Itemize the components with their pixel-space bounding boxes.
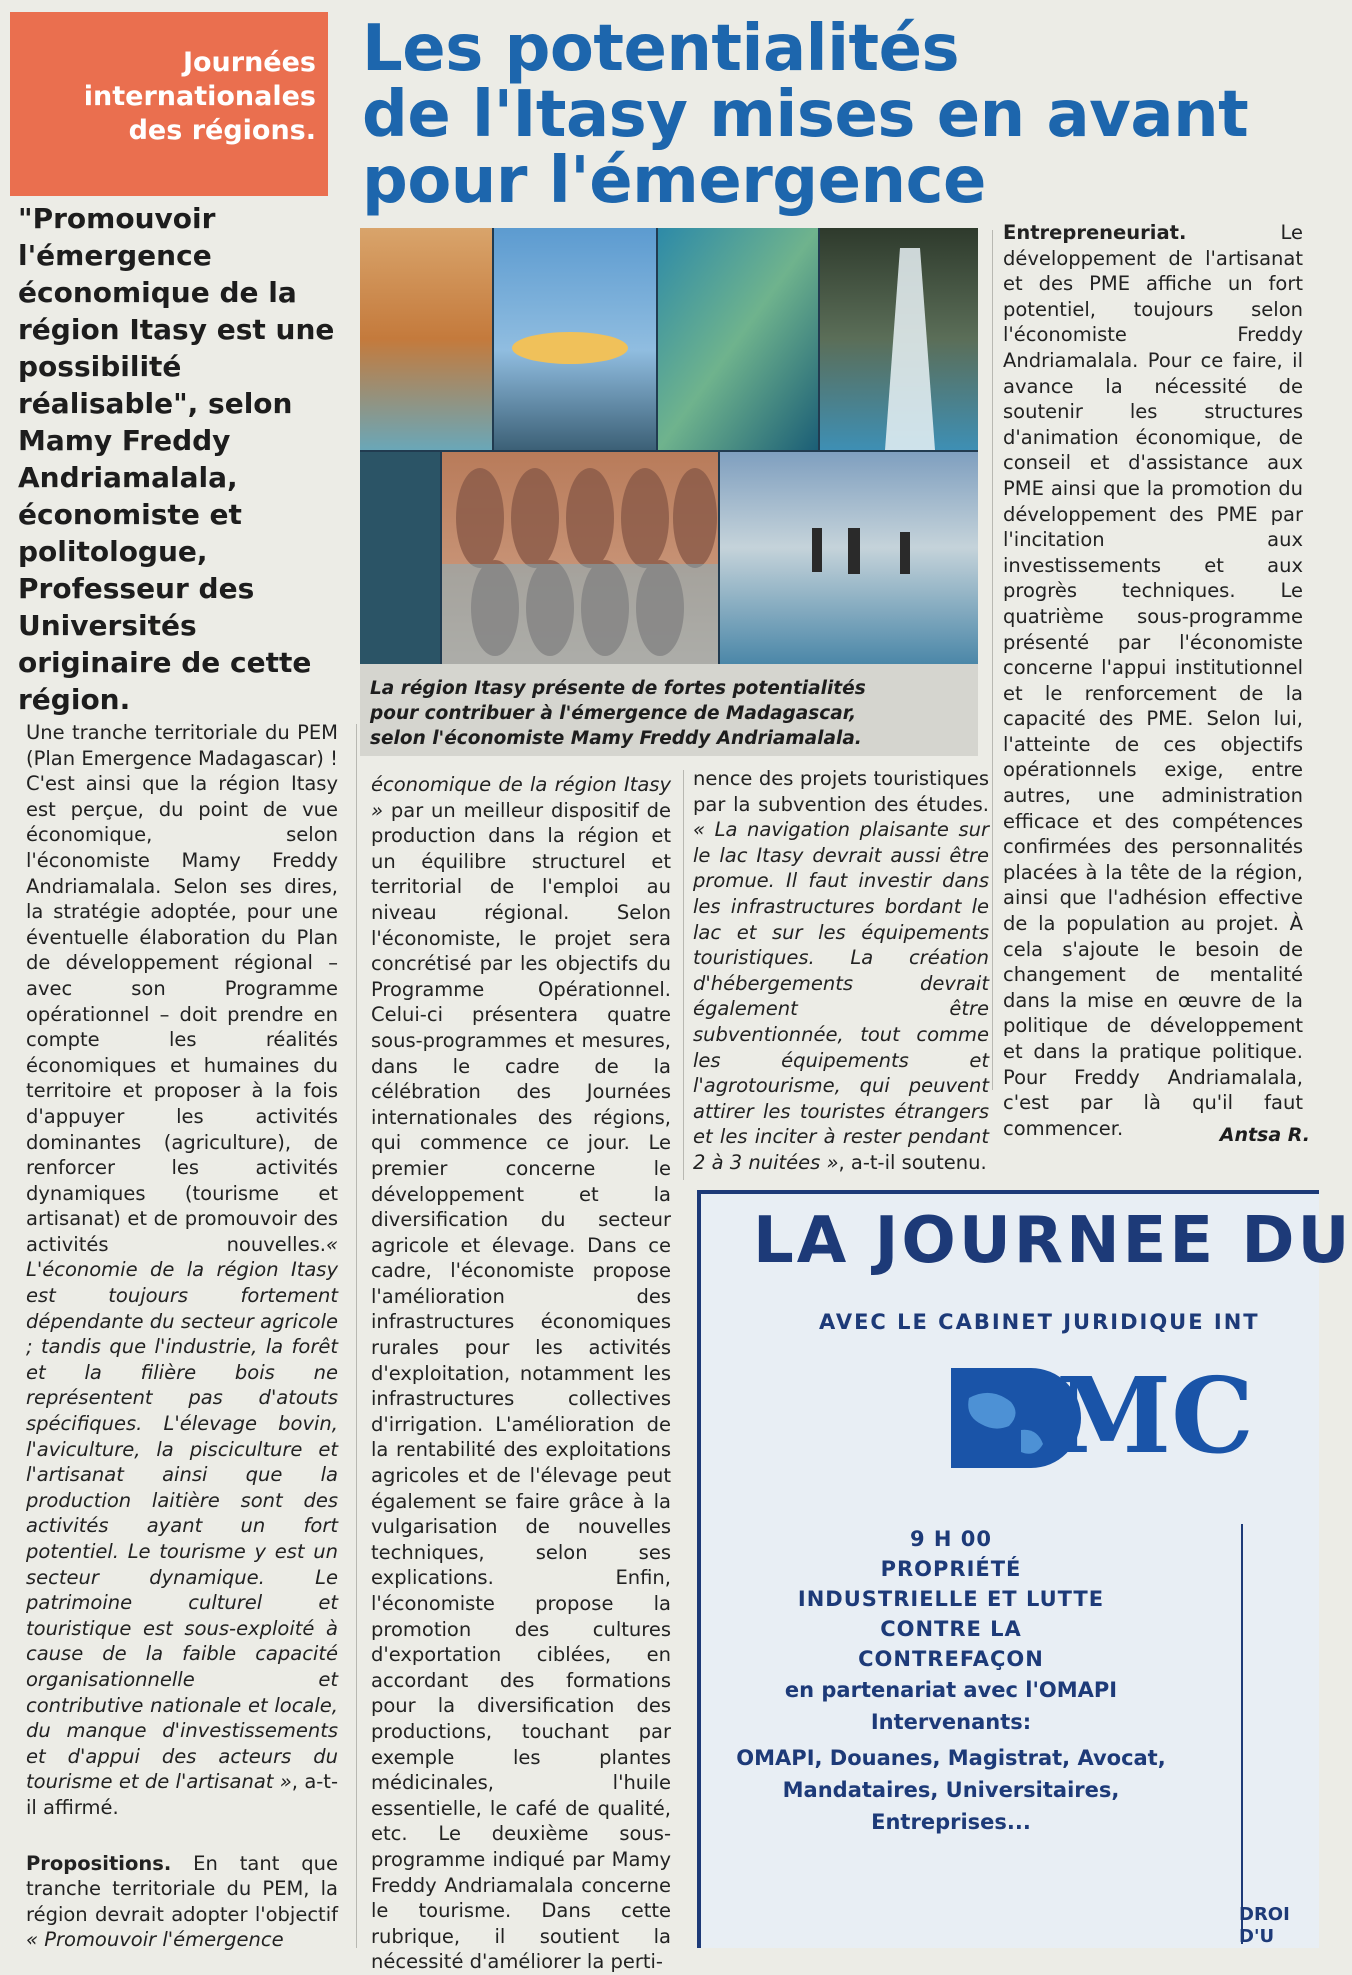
advertisement [697,1190,1352,1948]
headline [362,12,1312,218]
ad-topic-line: CONTREFAÇON [858,1647,1044,1671]
article-paragraph [693,766,989,1176]
ad-topic-line: INDUSTRIELLE ET LUTTE [797,1587,1105,1611]
ad-speakers-line: Mandataires, Universitaires, [782,1778,1120,1802]
category-line: Journées [182,47,316,78]
lead-paragraph: "Promouvoir l'émergence économique de la région Itasy est une possibilité réalisable", selon Mamy Freddy Andriamalala, économiste et politologue, Professeur des Universités originaire de cette région. [18,202,335,716]
column-rule [683,770,684,1180]
article-quote: « Promouvoir l'émergence [26,1928,284,1952]
globe-icon [951,1368,1063,1468]
caption-line: La région Itasy présente de fortes potentialités [370,678,866,699]
ad-corner-text [1239,1904,1290,1948]
photo-collage [360,228,978,664]
ad-time: 9 H 00 [909,1527,993,1551]
ad-speakers-line: Entreprises... [871,1810,1031,1834]
article-quote: « La navigation plaisante sur le lac Itasy devrait aussi être promue. Il faut investir dans les infrastructures bordant le lac et sur les équipements touristiques. La création d'hébergements devrait également être subventionnée, tout comme les équipements et l'agrotourisme, qui peuvent attirer les touristes étrangers et les inciter à rester pendant 2 à 3 nuitées » [693,818,989,1174]
article-column-2 [371,772,671,1975]
category-line: internationales [83,81,316,112]
article-quote: économique de la région Itasy » [371,773,671,822]
ad-topic-line: PROPRIÉTÉ [880,1557,1022,1581]
ad-event-info [701,1524,1201,1838]
article-text: par un meilleur dispositif de production dans la région et un équilibre structurel et territorial de l'emploi au niveau régional. Selon l'économiste, le projet sera concrétisé par les objectifs du Programme Opérationnel. Celui-ci présentera quatre sous-programmes et mesures, dans le cadre de la célébration des Journées internationales des régions, qui commence ce jour. Le premier concerne le développement et la diversification du secteur agricole et élevage. Dans ce cadre, l'économiste propose l'amélioration des infrastructures économiques rurales pour les activités d'exploitation, notamment les infrastructures collectives d'irrigation. L'amélioration de la rentabilité des exploitations agricoles et de l'élevage peut également se faire grâce à la vulgarisation de nouvelles techniques, selon ses explications. Enfin, l'économiste propose la promotion des cultures d'exportation ciblées, en accordant des formations pour la diversification des productions, touchant par exemple les plantes médicinales, l'huile essentielle, le café de qualité, etc. Le deuxième sous-programme indiqué par Mamy Freddy Andriamalala concerne le tourisme. Dans cette rubrique, il soutient la nécessité d'améliorer la perti- [371,798,671,1974]
ad-corner-line: D'U [1239,1926,1275,1947]
ad-logo: MC [1056,1354,1254,1477]
ad-topic-line: CONTRE LA [880,1617,1022,1641]
headline-line: de l'Itasy mises en avant [362,78,1249,152]
category-line: des régions. [128,115,316,146]
ad-speakers-line: OMAPI, Douanes, Magistrat, Avocat, [736,1746,1166,1770]
caption-line: selon l'économiste Mamy Freddy Andriamalala. [370,728,862,749]
article-text: , a-t-il soutenu. [838,1150,987,1174]
ad-speakers-label: Intervenants: [870,1710,1032,1734]
headline-line: Les potentialités [362,12,960,86]
article-column-4 [1003,220,1303,1141]
caption-line: pour contribuer à l'émergence de Madagascar, [370,703,857,724]
headline-line: pour l'émergence [362,144,986,218]
article-text: , a-t-il affirmé. [26,1770,338,1819]
photo-caption [360,664,978,756]
article-paragraph [1003,220,1303,1141]
article-text: En tant que tranche territoriale du PEM, la région devrait adopter l'objectif [26,1851,338,1926]
article-quote: « L'économie de la région Itasy est toujours fortement dépendante du secteur agricole ; tandis que l'industrie, la forêt et la filière bois ne représentent pas d'atouts spécifiques. L'élevage bovin, l'aviculture, la pisciculture et l'artisanat ainsi que la production laitière sont des activités ayant un fort potentiel. Le tourisme y est un secteur dynamique. Le patrimoine culturel et touristique est sous-exploité à cause de la faible capacité organisationnelle et contributive nationale et locale, du manque d'investissements et d'appui des acteurs du tourisme et de l'artisanat » [26,1232,338,1794]
article-text: nence des projets touristiques par la subvention des études. [693,767,989,816]
ad-corner-line: DROI [1239,1904,1290,1925]
subhead-entrepreneuriat: Entrepreneuriat. [1003,221,1187,244]
article-paragraph [26,1851,338,1953]
ad-subtitle: AVEC LE CABINET JURIDIQUE INT [819,1310,1260,1334]
category-tag [10,12,328,196]
article-column-1 [26,720,338,1953]
article-paragraph [26,720,338,1821]
ad-partner: en partenariat avec l'OMAPI [784,1678,1118,1702]
collage-image [360,228,978,664]
column-rule [356,724,357,1948]
article-paragraph [371,772,671,1975]
column-rule [992,230,993,1090]
article-text: Une tranche territoriale du PEM (Plan Emergence Madagascar) ! C'est ainsi que la région Itasy est perçue, du point de vue économique, selon l'économiste Mamy Freddy Andriamalala. Selon ses dires, la stratégie adoptée, pour une éventuelle élaboration du Plan de développement régional – avec son Programme opérationnel – doit prendre en compte les réalités économiques et humaines du territoire et proposer à la fois d'appuyer les activités dominantes (agriculture), de renforcer les activités dynamiques (tourisme et artisanat) et de promouvoir des activités nouvelles. [26,721,338,1256]
author-byline: Antsa R. [1219,1124,1310,1146]
ad-title: LA JOURNEE DU [753,1204,1352,1278]
subhead-propositions: Propositions. [26,1851,172,1875]
article-text: Le développement de l'artisanat et des PME affiche un fort potentiel, toujours selon l'économiste Freddy Andriamalala. Pour ce faire, il avance la nécessité de soutenir les structures d'animation économique, de conseil et d'assistance aux PME ainsi que la promotion du développement des PME par l'incitation aux investissements et aux progrès techniques. Le quatrième sous-programme présenté par l'économiste concerne l'appui institutionnel et le renforcement de la capacité des PME. Selon lui, l'atteinte de ces objectifs opérationnels exige, entre autres, une administration efficace et des compétences confirmées des personnalités placées à la tête de la région, ainsi que l'adhésion effective de la population au projet. À cela s'ajoute le besoin de changement de mentalité dans la mise en œuvre de la politique de développement et dans la pratique politique. Pour Freddy Andriamalala, c'est par là qu'il faut commencer. [1003,221,1303,1140]
ad-divider [1241,1524,1243,1944]
article-column-3 [693,766,989,1176]
